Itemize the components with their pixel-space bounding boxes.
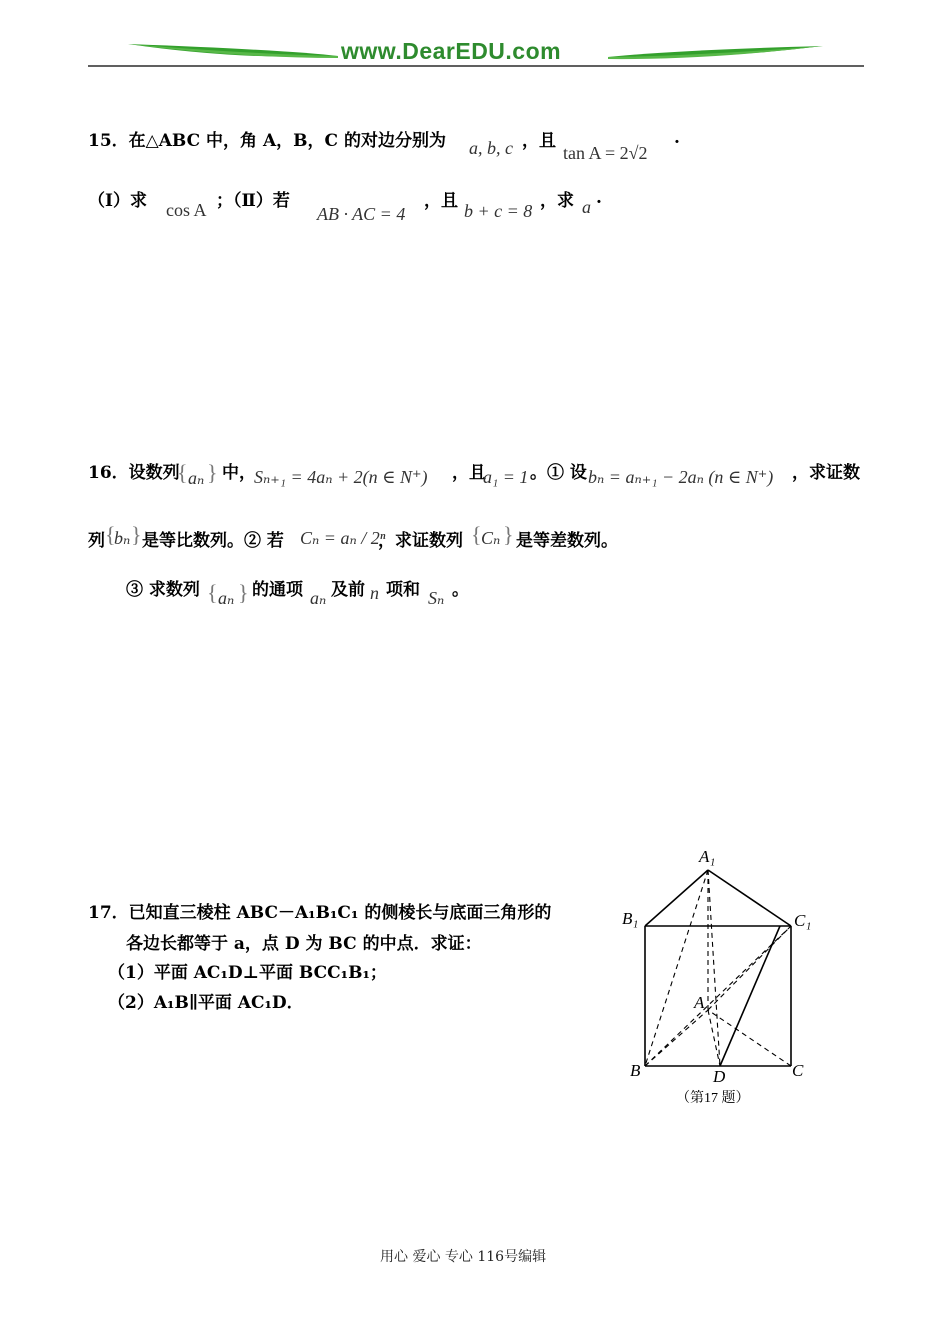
- label-a: A: [694, 993, 705, 1012]
- q15-tan: tan A = 2√2: [563, 143, 648, 163]
- q16-rec: Sₙ₊₁ = 4aₙ + 2(n ∈ N⁺): [254, 467, 428, 487]
- q15-prefix: 15．在△ABC 中，角 A，B，C 的对边分别为: [88, 131, 446, 151]
- q16-in: 中，: [222, 463, 256, 483]
- brace-right: }: [238, 580, 249, 605]
- brace-right: }: [207, 460, 218, 485]
- brace-right: }: [503, 522, 514, 547]
- brace-left: {: [471, 522, 482, 547]
- q16-lead: 16．设数列: [88, 463, 180, 483]
- q16-and-first: 及前: [331, 580, 365, 600]
- figure-caption: （第17 题）: [676, 1091, 750, 1106]
- q16-general: 的通项: [252, 580, 303, 600]
- q15-dot: AB · AC = 4: [317, 204, 406, 224]
- q15-period2: .: [596, 188, 602, 208]
- edge-c1d: [720, 926, 780, 1066]
- q16-seq-a2: aₙ: [218, 588, 235, 608]
- q15-sum: b + c = 8: [464, 201, 533, 221]
- q16-prove2: ，求证数列: [378, 531, 463, 551]
- label-c: C: [792, 1061, 804, 1080]
- site-title: www.DearEDU.com: [341, 38, 562, 64]
- q16-geo: 是等比数列。② 若: [142, 531, 284, 551]
- label-c1: C₁: [794, 911, 812, 930]
- q16-line2-lead: 列: [88, 531, 105, 551]
- brace-left: {: [177, 460, 188, 485]
- label-b1: B₁: [622, 909, 639, 928]
- q15-a: a: [582, 197, 591, 217]
- q16-sum-terms: 项和: [386, 580, 420, 600]
- q16-end: 。: [452, 580, 469, 600]
- q16-prove1: ，求证数: [792, 463, 860, 483]
- q16-an: aₙ: [310, 588, 327, 608]
- q15-and2: ，且: [424, 191, 458, 211]
- edge-a1c1: [708, 870, 791, 926]
- q15-part2: ；（Ⅱ）若: [216, 191, 290, 211]
- q16-seq-c: Cₙ: [481, 528, 501, 548]
- q16-n: n: [370, 583, 379, 603]
- q17-line3: （1）平面 AC₁D⊥平面 BCC₁B₁；: [108, 963, 387, 983]
- label-d: D: [713, 1067, 726, 1086]
- q16-c: Cₙ = aₙ / 2ⁿ: [300, 528, 386, 548]
- q16-seq-b: bₙ: [114, 528, 131, 548]
- q16-b: bₙ = aₙ₊₁ − 2aₙ (n ∈ N⁺): [588, 467, 774, 487]
- q16-and: ，且: [452, 463, 486, 483]
- footer-text: 用心 爱心 专心 116号编辑: [380, 1249, 547, 1265]
- q16-item3: ③ 求数列: [126, 580, 200, 600]
- q16-item1: 。① 设: [530, 463, 587, 483]
- q16-sn: Sₙ: [428, 588, 445, 608]
- q17-line1: 17．已知直三棱柱 ABC－A₁B₁C₁ 的侧棱长与底面三角形的: [88, 903, 552, 923]
- q17-line4: （2）A₁B∥平面 AC₁D．: [108, 993, 304, 1013]
- label-a1: A₁: [699, 847, 716, 866]
- brace-right: }: [131, 522, 142, 547]
- label-b: B: [630, 1061, 641, 1080]
- prism-figure: [610, 840, 830, 1110]
- brace-left: {: [207, 580, 218, 605]
- q15-line1: [88, 126, 446, 151]
- q17-line2: 各边长都等于 a，点 D 为 BC 的中点．求证：: [126, 934, 482, 954]
- header-banner: [88, 30, 864, 70]
- edge-bc1: [645, 926, 791, 1066]
- q15-and: ，且: [522, 131, 556, 151]
- q15-period: .: [674, 128, 680, 148]
- q15-ask: ，求: [540, 191, 574, 211]
- q16-seq-a: aₙ: [188, 468, 205, 488]
- edge-ca: [708, 1010, 791, 1066]
- q16-arith: 是等差数列。: [516, 531, 618, 551]
- q16-init: a₁ = 1: [483, 467, 529, 487]
- edge-ad: [708, 1010, 720, 1066]
- brace-left: {: [105, 522, 116, 547]
- q15-part1: （Ⅰ）求: [88, 191, 147, 211]
- edge-a1b: [645, 870, 708, 1066]
- q15-sides: a, b, c: [469, 138, 513, 158]
- q15-cos: cos A: [166, 200, 207, 220]
